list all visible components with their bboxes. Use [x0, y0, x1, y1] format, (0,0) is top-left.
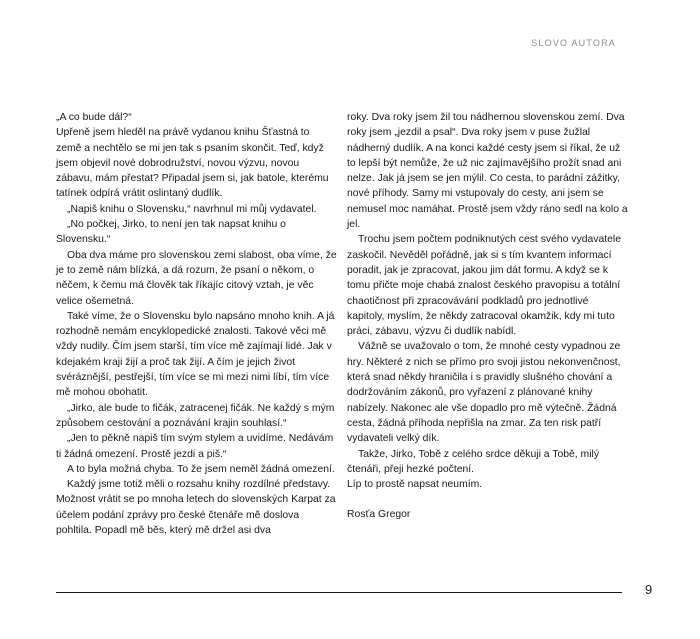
paragraph: „A co bude dál?“	[56, 112, 132, 123]
section-header: SLOVO AUTORA	[531, 38, 616, 48]
paragraph: Rosťa Gregor	[347, 509, 411, 521]
paragraph: „Jen to pěkně napiš tím svým stylem a uvidíme. Nedávám ti žádná omezení. Prostě jezdi a piš.“	[56, 433, 334, 460]
paragraph: roky. Dva roky jsem žil tou nádhernou slovenskou zemí. Dva roky jsem „jezdil a psal“. Dva roky jsem v puse žužlal nádherný dudlík. A na konci každé cesty jsem si říkal, že už to lepší být nemůže, že už nic zajímavějšího prožít snad ani nelze. Jak já jsem se jen mýlil. Co cesta, to parádní zážitky, nové příhody. Samy mi vstupovaly do cesty, ani jsem se nemusel moc namáhat. Prostě jsem vždy ráno sedl na kolo a jel.	[347, 112, 628, 231]
paragraph: Také víme, že o Slovensku bylo napsáno mnoho knih. A já rozhodně nemám encyklopedické znalosti. Takové věci mě vždy nudily. Čím jsem starší, tím více mě zajímají lidé. Jak v kdejakém kraji žijí a proč tak žijí. A čím je jejich život svéráznější, pestřejší, tím více se mi mezi nimi líbí, tím více mě mohou obohatit.	[56, 310, 335, 399]
paragraph: Vážně se uvažovalo o tom, že mnohé cesty vypadnou ze hry. Některé z nich se přímo pro svoji jistou nekonvenčnost, která snad někdy hraničila i s pravidly slušného chování a dodržováním zákonů, pro vyřazení z plánované knihy nabízely. Nakonec ale vše dopadlo pro mě výtečně. Žádná cesta, žádná příhoda nepřišla na zmar. Za ten risk patří vydavateli velký dík.	[347, 341, 621, 445]
paragraph: „No počkej, Jirko, to není jen tak napsat knihu o Slovensku.“	[56, 219, 286, 246]
paragraph: Upřeně jsem hleděl na právě vydanou knihu Šťastná to země a nechtělo se mi jen tak s psaním skončit. Teď, když jsem objevil nové dobrodružství, novou výzvu, novou zábavu, mám přestat? Připadal jsem si, jak batole, kterému tatínek odpírá vrátit oslintaný dudlík.	[56, 127, 329, 200]
paragraph: „Jirko, ale bude to fičák, zatracenej fičák. Ne každý s mým způsobem cestování a poznávání krajin souhlasí.“	[56, 402, 335, 429]
paragraph: Každý jsme totiž měli o rozsahu knihy rozdílné představy. Možnost vrátit se po mnoha letech do slovenských Karpat za účelem podání zprávy pro české čtenáře mě doslova pohltila. Popadl mě běs, který mě držel asi dva	[56, 479, 336, 537]
page-number: 9	[645, 582, 653, 597]
paragraph: Takže, Jirko, Tobě z celého srdce děkuji a Tobě, milý čtenáři, přeji hezké počtení.	[347, 448, 600, 475]
paragraph: „Napiš knihu o Slovensku,“ navrhnul mi můj vydavatel.	[67, 203, 317, 215]
paragraph: Oba dva máme pro slovenskou zemi slabost, oba víme, že je to země nám blízká, a dá rozum, že psaní o někom, o něčem, k čemu má člověk tak říkajíc citový vztah, je věc velice ošemetná.	[56, 249, 337, 307]
paragraph: A to byla možná chyba. To že jsem neměl žádná omezení.	[67, 463, 335, 475]
right-text-column	[347, 110, 628, 523]
paragraph: Líp to prostě napsat neumím.	[347, 479, 483, 491]
footer-rule	[56, 592, 622, 593]
paragraph: Trochu jsem počtem podniknutých cest svého vydavatele zaskočil. Nevěděl pořádně, jak si s tím kvantem informací poradit, jak je zpracovat, jakou jim dát formu. A když se k tomu přičte moje chabá znalost českého pravopisu a totální chaotičnost při zpracovávání podkladů pro jednotlivé kapitoly, myslím, že někdy zatracoval okamžik, kdy mi tuto práci, zábavu, výzvu či dudlík nabídl.	[347, 234, 621, 338]
left-text-column	[56, 110, 337, 538]
